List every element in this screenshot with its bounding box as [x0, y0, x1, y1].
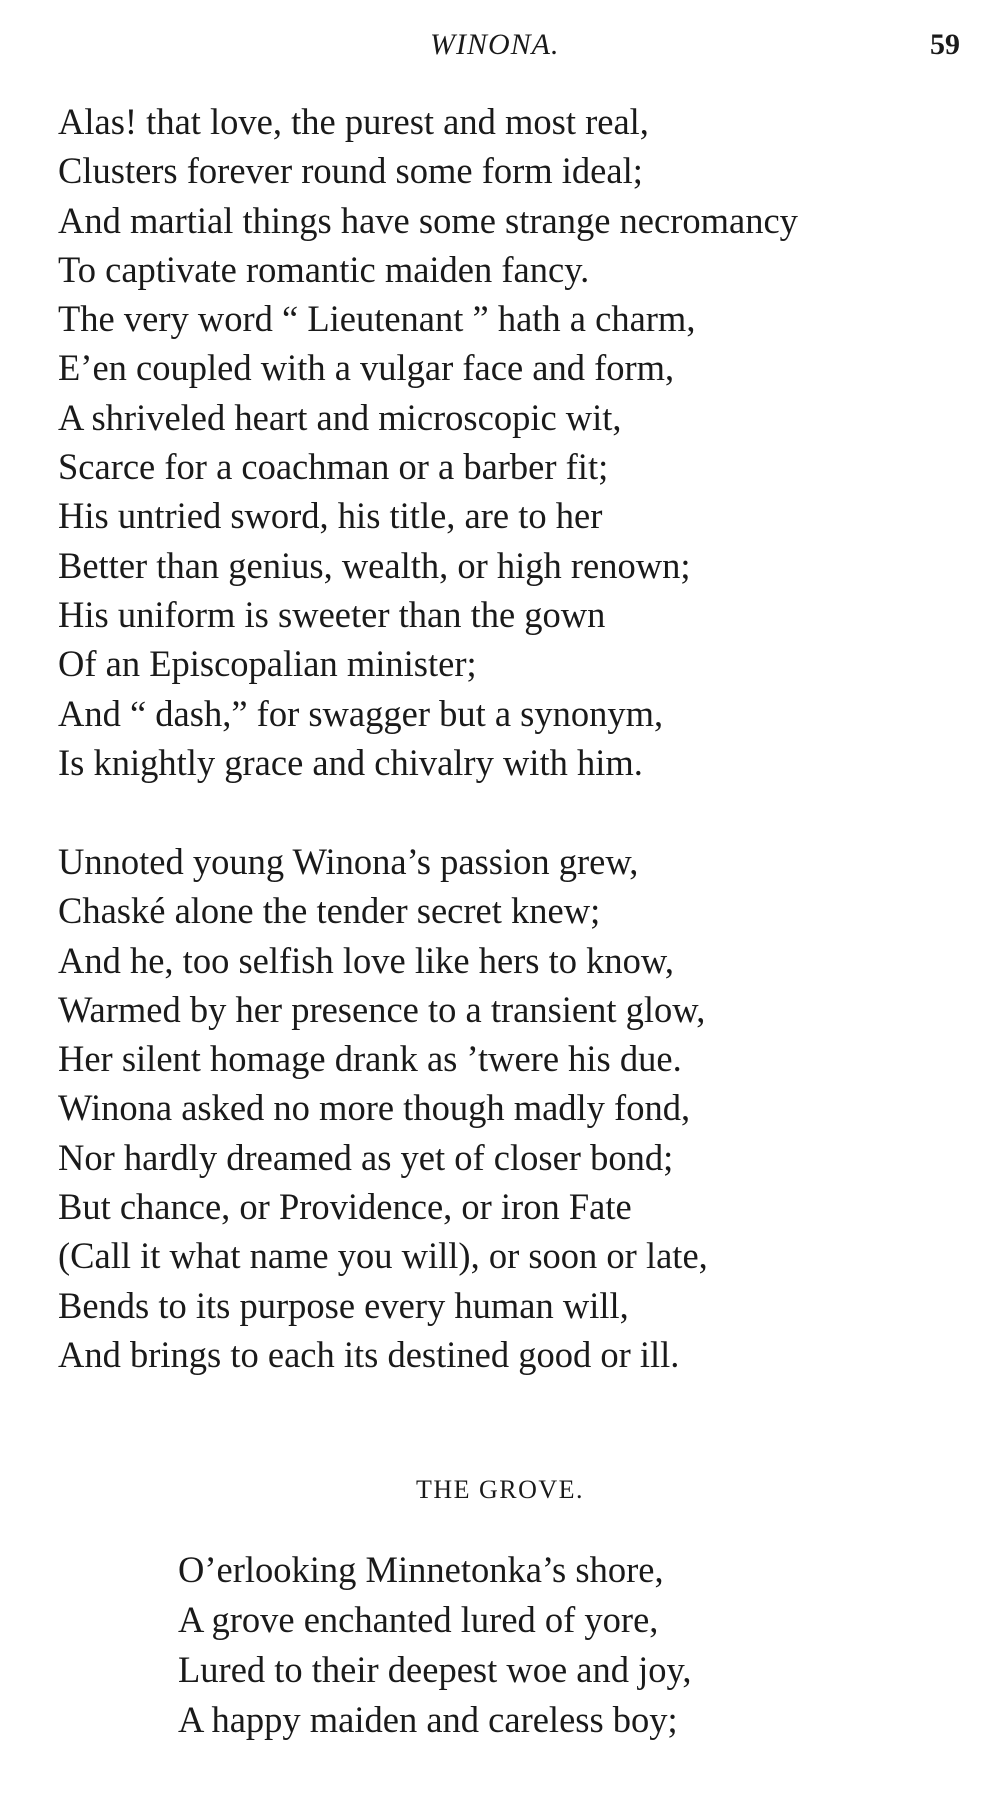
- verse-line: A grove enchanted lured of yore,: [178, 1599, 659, 1640]
- section-heading: THE GROVE.: [415, 1475, 585, 1504]
- stanza-1: [58, 97, 978, 787]
- verse-line: Unnoted young Winona’s passion grew,: [58, 841, 639, 882]
- verse-line: (Call it what name you will), or soon or late,: [58, 1235, 708, 1277]
- running-head-title: WINONA.: [430, 28, 560, 61]
- verse-line: Is knightly grace and chivalry with him.: [58, 741, 643, 783]
- verse-line: Clusters forever round some form ideal;: [58, 150, 643, 192]
- verse-line: His uniform is sweeter than the gown: [58, 593, 606, 635]
- page-number: 59: [930, 28, 960, 61]
- verse-line: Winona asked no more though madly fond,: [58, 1087, 691, 1129]
- verse-line: E’en coupled with a vulgar face and form,: [58, 347, 675, 389]
- verse-line: Her silent homage drank as ’twere his due.: [58, 1038, 682, 1080]
- verse-line: And martial things have some strange necromancy: [58, 199, 798, 241]
- verse-line: Warmed by her presence to a transient glow,: [58, 988, 706, 1030]
- stanza-2: [58, 837, 978, 1379]
- verse-line: Bends to its purpose every human will,: [58, 1284, 629, 1326]
- verse-line: The very word “ Lieutenant ” hath a charm,: [58, 298, 696, 340]
- stanza-3: [178, 1545, 958, 1745]
- verse-line: And brings to each its destined good or ill.: [58, 1333, 680, 1375]
- verse-line: And “ dash,” for swagger but a synonym,: [58, 692, 664, 734]
- verse-line: Alas! that love, the purest and most real,: [58, 101, 649, 142]
- verse-line: Lured to their deepest woe and joy,: [178, 1649, 692, 1690]
- verse-line: And he, too selfish love like hers to know,: [58, 939, 675, 981]
- verse-line: Nor hardly dreamed as yet of closer bond;: [58, 1136, 674, 1178]
- verse-line: Chaské alone the tender secret knew;: [58, 890, 601, 932]
- verse-line: A shriveled heart and microscopic wit,: [58, 396, 622, 438]
- verse-line: To captivate romantic maiden fancy.: [58, 248, 590, 290]
- verse-line: His untried sword, his title, are to her: [58, 495, 603, 537]
- verse-line: Scarce for a coachman or a barber fit;: [58, 446, 609, 488]
- verse-line: A happy maiden and careless boy;: [178, 1699, 678, 1740]
- verse-line: O’erlooking Minnetonka’s shore,: [178, 1549, 664, 1590]
- verse-line: Better than genius, wealth, or high renown;: [58, 544, 691, 586]
- running-head: [0, 28, 1000, 68]
- verse-line: Of an Episcopalian minister;: [58, 643, 477, 685]
- verse-line: But chance, or Providence, or iron Fate: [58, 1186, 632, 1228]
